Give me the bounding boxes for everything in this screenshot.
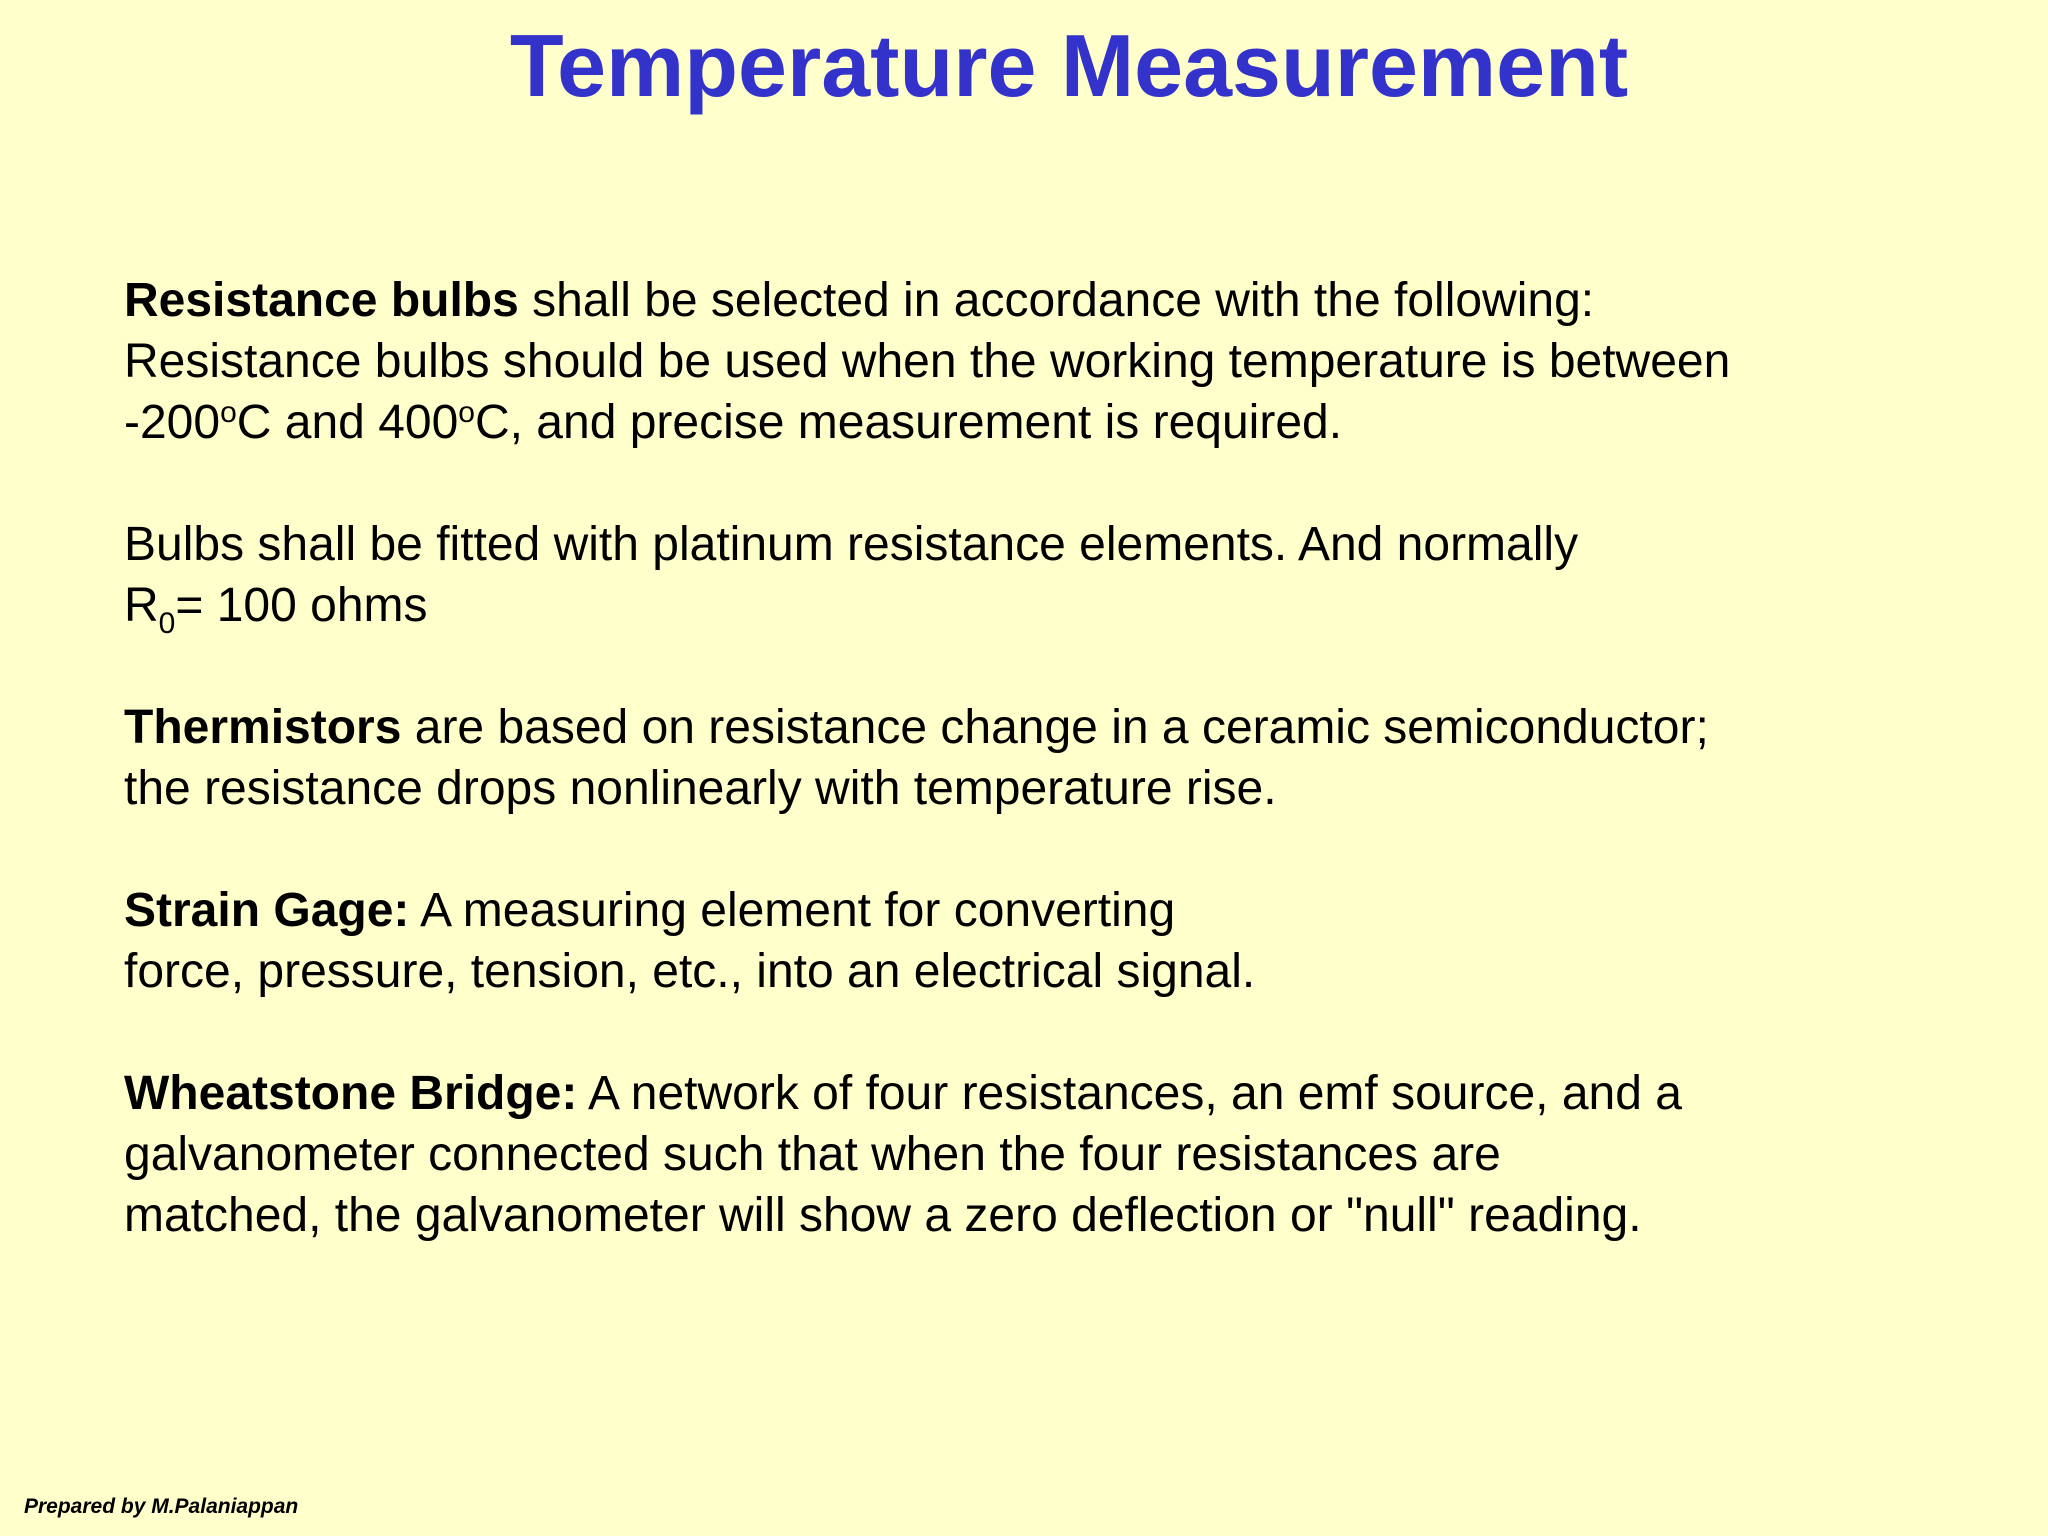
text-line: [124, 697, 2004, 758]
text-line: [124, 575, 2004, 640]
term-thermistors: Thermistors: [124, 701, 402, 754]
text-line: matched, the galvanometer will show a zero deflection or "null" reading.: [124, 1189, 1642, 1242]
text-line: force, pressure, tension, etc., into an electrical signal.: [124, 945, 1256, 998]
paragraph-strain-gage: [124, 880, 2004, 1002]
term-strain-gage: Strain Gage:: [124, 884, 410, 937]
text-line: Bulbs shall be fitted with platinum resistance elements. And normally: [124, 518, 1579, 571]
slide-title: Temperature Measurement: [509, 16, 1629, 115]
text-line: [124, 1063, 2004, 1124]
paragraph-resistance-bulbs: [124, 270, 2004, 453]
degree-superscript: o: [220, 396, 237, 429]
text-fragment: shall be selected in accordance with the following:: [518, 274, 1595, 327]
text-fragment: C, and precise measurement is required.: [474, 396, 1343, 449]
paragraph-bulbs: [124, 514, 2004, 640]
text-fragment: A network of four resistances, an emf source, and a: [577, 1067, 1682, 1120]
text-fragment: -200: [124, 396, 221, 449]
text-line: the resistance drops nonlinearly with temperature rise.: [124, 762, 1277, 815]
footer-credit: Prepared by M.Palaniappan: [24, 1495, 299, 1518]
text-line: [124, 392, 2004, 453]
text-line: [124, 880, 2004, 941]
text-line: galvanometer connected such that when the four resistances are: [124, 1128, 1501, 1181]
text-fragment: R: [124, 579, 159, 632]
slide-content: [124, 270, 2004, 1246]
text-line: Resistance bulbs should be used when the working temperature is between: [124, 335, 1731, 388]
text-fragment: are based on resistance change in a ceramic semiconductor;: [401, 701, 1709, 754]
text-fragment: = 100 ohms: [175, 579, 428, 632]
degree-superscript: o: [458, 396, 475, 429]
subscript: 0: [158, 607, 176, 640]
term-resistance-bulbs: Resistance bulbs: [124, 274, 519, 327]
term-wheatstone-bridge: Wheatstone Bridge:: [124, 1067, 578, 1120]
paragraph-wheatstone-bridge: [124, 1063, 2004, 1246]
text-fragment: A measuring element for converting: [409, 884, 1176, 937]
text-fragment: C and 400: [236, 396, 459, 449]
text-line: [124, 270, 2004, 331]
paragraph-thermistors: [124, 697, 2004, 819]
